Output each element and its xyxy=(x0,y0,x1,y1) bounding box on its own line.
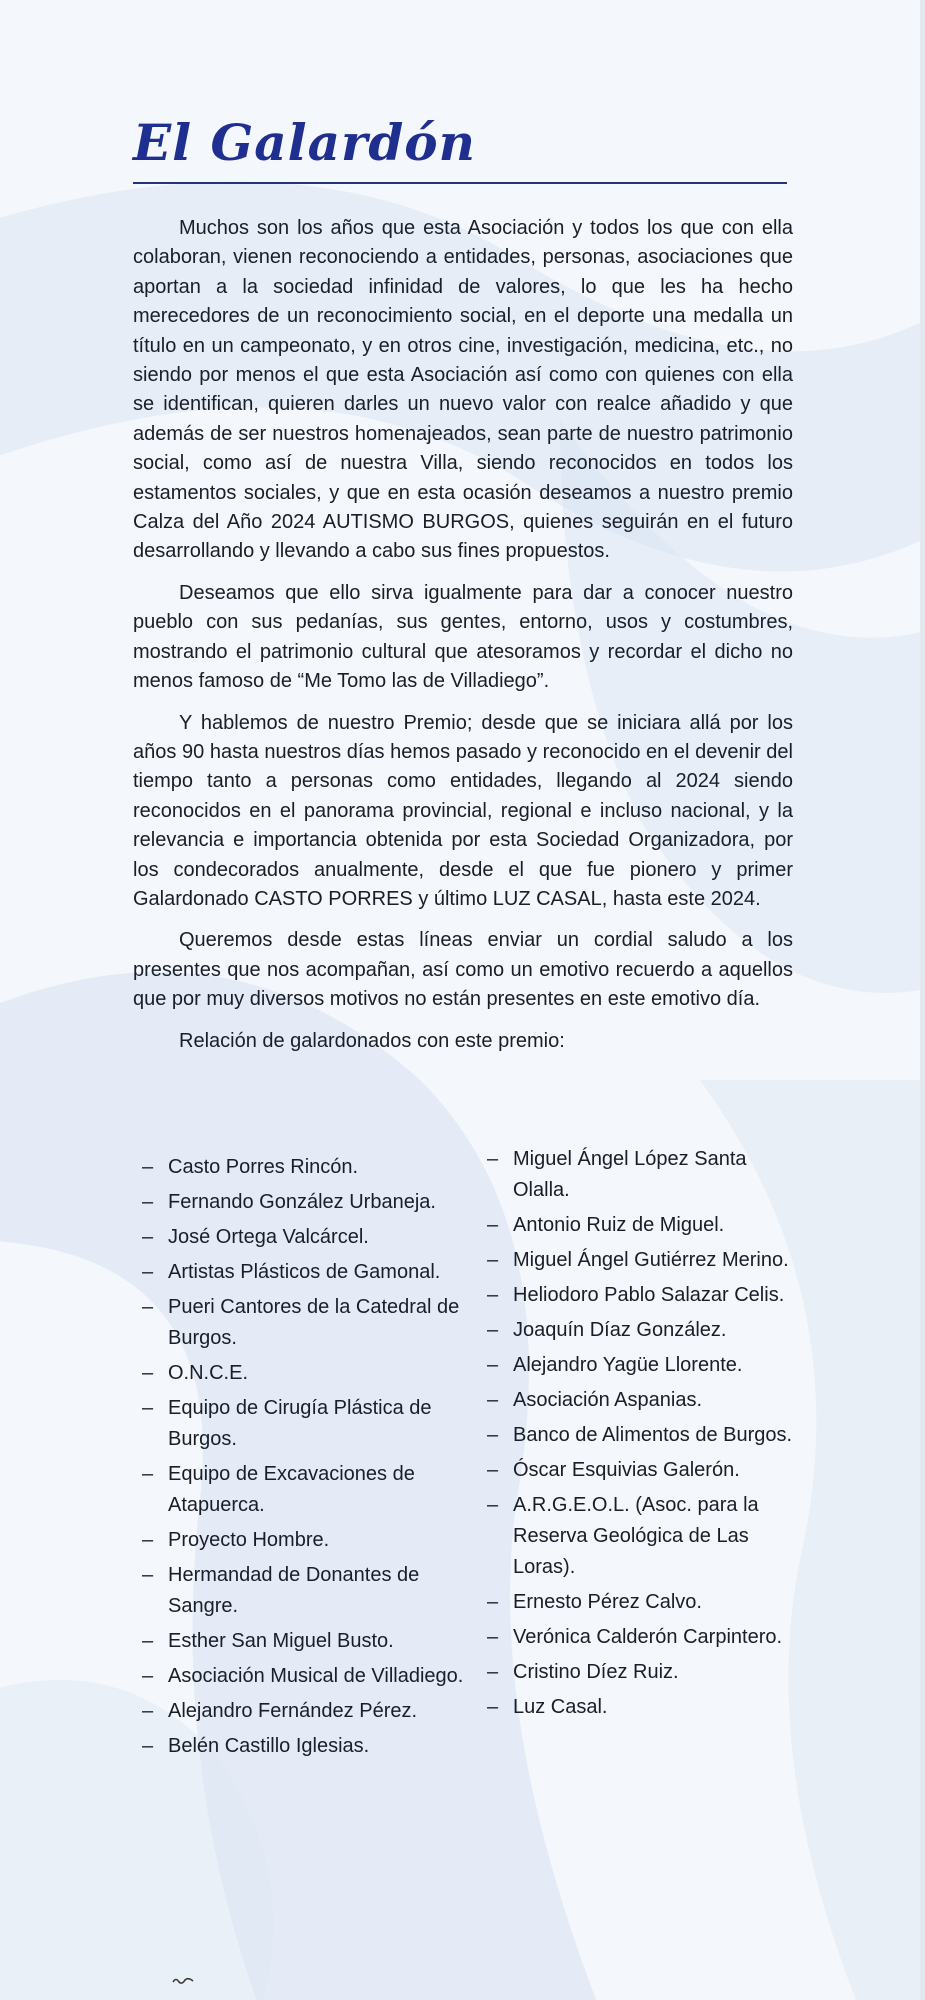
awardees-column-left xyxy=(142,1152,487,1766)
list-item: – Esther San Miguel Busto. xyxy=(142,1626,487,1657)
awardees-column-right xyxy=(487,1144,802,1766)
list-item: – Luz Casal. xyxy=(487,1692,802,1723)
main-content xyxy=(133,113,793,1068)
list-item: – Asociación Musical de Villadiego. xyxy=(142,1661,487,1692)
paragraph: Y hablemos de nuestro Premio; desde que se iniciara allá por los años 90 hasta nuestros días hemos pasado y reconocido en el devenir del tiempo tanto a personas como entidades, llegando al 2024 siendo reconocidos en el panorama provincial, regional e incluso nacional, y la relevancia e importancia obtenida por esta Sociedad Organizadora, por los condecorados anualmente, desde el que fue pionero y primer Galardonado CASTO PORRES y último LUZ CASAL, hasta este 2024. xyxy=(133,711,793,910)
title-underline xyxy=(133,182,787,184)
list-item: – Alejandro Yagüe Llorente. xyxy=(487,1350,802,1381)
list-item: – Ernesto Pérez Calvo. xyxy=(487,1587,802,1618)
list-item: – A.R.G.E.O.L. (Asoc. para la Reserva Geológica de Las Loras). xyxy=(487,1490,802,1583)
list-item: – Equipo de Cirugía Plástica de Burgos. xyxy=(142,1393,487,1455)
page-title: El Galardón xyxy=(133,113,477,172)
list-item: – Miguel Ángel López Santa Olalla. xyxy=(487,1144,802,1206)
intro-text xyxy=(133,214,793,1056)
list-item: – Miguel Ángel Gutiérrez Merino. xyxy=(487,1245,802,1276)
paragraph: Muchos son los años que esta Asociación y todos los que con ella colaboran, vienen reconociendo a entidades, personas, asociaciones que aportan a la sociedad infinidad de valores, lo que les ha hecho merecedores de un reconocimiento social, en el deporte una medalla un título en un campeonato, y en otros cine, investigación, medicina, etc., no siendo por menos el que esta Asociación así como con quienes con ella se identifican, quieren darles un nuevo valor con realce añadido y que además de ser nuestros homenajeados, sean parte de nuestro patrimonio social, como así de nuestra Villa, siendo reconocidos en todos los estamentos sociales, y que en esta ocasión deseamos a nuestro premio Calza del Año 2024 AUTISMO BURGOS, quienes seguirán en el futuro desarrollando y llevando a cabo sus fines propuestos. xyxy=(133,217,793,563)
ink-mark-icon xyxy=(172,1976,194,1986)
list-item: – Equipo de Excavaciones de Atapuerca. xyxy=(142,1459,487,1521)
list-item: – Óscar Esquivias Galerón. xyxy=(487,1455,802,1486)
list-item: – Casto Porres Rincón. xyxy=(142,1152,487,1183)
awardees-list xyxy=(142,1148,802,1766)
paragraph: Deseamos que ello sirva igualmente para dar a conocer nuestro pueblo con sus pedanías, sus gentes, entorno, usos y costumbres, mostrando el patrimonio cultural que atesoramos y recordar el dicho no menos famoso de “Me Tomo las de Villadiego”. xyxy=(133,581,793,693)
list-item: – Belén Castillo Iglesias. xyxy=(142,1731,487,1762)
list-item: – Heliodoro Pablo Salazar Celis. xyxy=(487,1280,802,1311)
list-item: – Cristino Díez Ruiz. xyxy=(487,1657,802,1688)
list-item: – Fernando González Urbaneja. xyxy=(142,1187,487,1218)
list-item: – Proyecto Hombre. xyxy=(142,1525,487,1556)
list-item: – Artistas Plásticos de Gamonal. xyxy=(142,1257,487,1288)
list-item: – Banco de Alimentos de Burgos. xyxy=(487,1420,802,1451)
list-item: – Hermandad de Donantes de Sangre. xyxy=(142,1560,487,1622)
page-edge xyxy=(920,0,925,2000)
list-item: – O.N.C.E. xyxy=(142,1358,487,1389)
awardees-heading: Relación de galardonados con este premio: xyxy=(179,1029,565,1052)
list-item: – Verónica Calderón Carpintero. xyxy=(487,1622,802,1653)
list-item: – Antonio Ruiz de Miguel. xyxy=(487,1210,802,1241)
list-item: – José Ortega Valcárcel. xyxy=(142,1222,487,1253)
list-item: – Asociación Aspanias. xyxy=(487,1385,802,1416)
list-item: – Joaquín Díaz González. xyxy=(487,1315,802,1346)
paragraph: Queremos desde estas líneas enviar un cordial saludo a los presentes que nos acompañan, así como un emotivo recuerdo a aquellos que por muy diversos motivos no están presentes en este emotivo día. xyxy=(133,929,793,1011)
list-item: – Pueri Cantores de la Catedral de Burgos. xyxy=(142,1292,487,1354)
list-item: – Alejandro Fernández Pérez. xyxy=(142,1696,487,1727)
